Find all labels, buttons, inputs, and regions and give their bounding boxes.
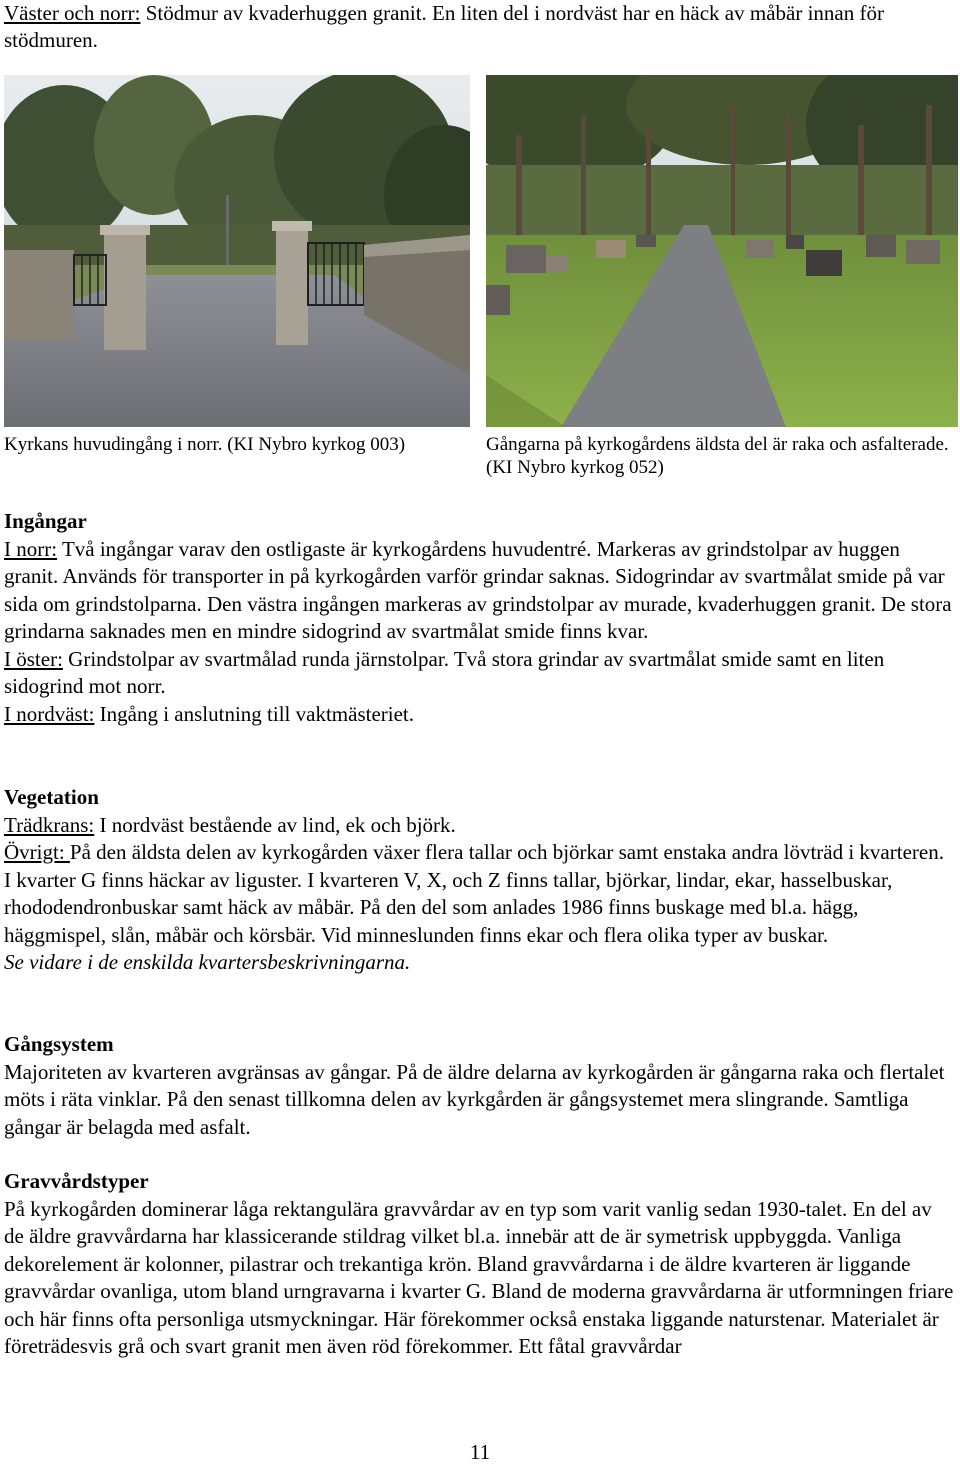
entrances-east-paragraph [4, 646, 954, 701]
gravestone-types-paragraph: På kyrkogården dominerar låga rektangulära gravvårdar av en typ som varit vanlig sedan 1930-talet. En del av de äldre gravvårdarna har klassicerande stildrag vilket bl.a. innebär att de är symetrisk uppbyggda. Vanliga dekorelement är kolonner, pilastrar och trekantiga krön. Bland gravvårdarna i de äldre kvarteren är liggande gravvårdar ovanliga, utom bland urngravarna i kvarter G. Bland de moderna gravvårdarna är utformningen friare och här finns ofta personliga utsmyckningar. Här förekommer också enstaka liggande naturstenar. Materialet är företrädesvis grå och svart granit men även röd förekommer. Ett fåtal gravvårdar [4, 1196, 954, 1358]
entrances-east-label: I öster: [4, 646, 63, 671]
entrances-northwest-label: I nordväst: [4, 701, 95, 726]
vegetation-note: Se vidare i de enskilda kvartersbeskrivningarna. [4, 950, 411, 974]
section-entrances [4, 508, 954, 728]
photo-cemetery-path-image [486, 75, 958, 427]
photo-main-entrance-image [4, 75, 470, 427]
photo-caption-cemetery-path: Gångarna på kyrkogårdens äldsta del är raka och asfalterade. (KI Nybro kyrkog 052) [486, 434, 949, 478]
entrances-northwest-text: Ingång i anslutning till vaktmästeriet. [94, 701, 415, 726]
photo-cemetery-path [486, 75, 958, 427]
section-heading-gravestone-types: Gravvårdstyper [4, 1169, 149, 1193]
intro-text: Stödmur av kvaderhuggen granit. En liten del i nordväst har en häck av måbär innan för stödmuren. [4, 1, 884, 52]
photo-main-entrance [4, 75, 470, 427]
entrances-east-text: Grindstolpar av svartmålad runda järnstolpar. Två stora grindar av svartmålat smide samt en liten sidogrind mot norr. [4, 646, 885, 698]
vegetation-other-label: Övrigt: [4, 840, 70, 864]
vegetation-treeline-paragraph [4, 812, 954, 840]
entrances-north-paragraph [4, 536, 954, 646]
vegetation-treeline-text: I nordväst bestående av lind, ek och björk. [94, 812, 456, 837]
section-path-system [4, 1031, 954, 1141]
entrances-northwest-paragraph [4, 701, 954, 729]
entrances-north-label: I norr: [4, 536, 58, 561]
path-system-paragraph: Majoriteten av kvarteren avgränsas av gångar. På de äldre delarna av kyrkogården är gångarna raka och flertalet möts i räta vinklar. På den senast tillkomna delen av kyrkgården är gångsystemet mera slingrande. Samtliga gångar är belagda med asfalt. [4, 1059, 945, 1139]
intro-paragraph [4, 0, 944, 54]
section-gravestone-types [4, 1168, 954, 1361]
page-number: 11 [469, 1440, 491, 1464]
entrances-north-text: Två ingångar varav den ostligaste är kyrkogårdens huvudentré. Markeras av grindstolpar av huggen granit. Används för transporter in på kyrkogården varför grindar saknas. Sidogrindar av svartmålat smide på var sida om grindstolparna. Den västra ingången markeras av grindstolpar av murade, kvaderhuggen granit. De stora grindarna saknades men en mindre sidogrind av svartmålat smide finns kvar. [4, 536, 952, 643]
vegetation-treeline-label: Trädkrans: [4, 812, 95, 837]
vegetation-other-text: På den äldsta delen av kyrkogården växer flera tallar och björkar samt enstaka andra lövträd i kvarteren. I kvarter G finns häckar av liguster. I kvarteren V, X, och Z finns tallar, björkar, lindar, ekar, hasselbuskar, rhododendronbuskar samt häck av måbär. På den del som anlades 1986 finns buskage med bl.a. hägg, häggmispel, slån, måbär och körsbär. Vid minneslunden finns ekar och flera olika typer av buskar. [4, 840, 944, 947]
intro-label: Väster och norr: [4, 1, 141, 25]
vegetation-other-paragraph [4, 839, 954, 949]
section-heading-vegetation: Vegetation [4, 785, 99, 809]
section-heading-entrances: Ingångar [4, 509, 87, 533]
section-heading-path-system: Gångsystem [4, 1032, 114, 1056]
photo-caption-main-entrance: Kyrkans huvudingång i norr. (KI Nybro kyrkog 003) [4, 434, 406, 455]
section-vegetation [4, 784, 954, 977]
